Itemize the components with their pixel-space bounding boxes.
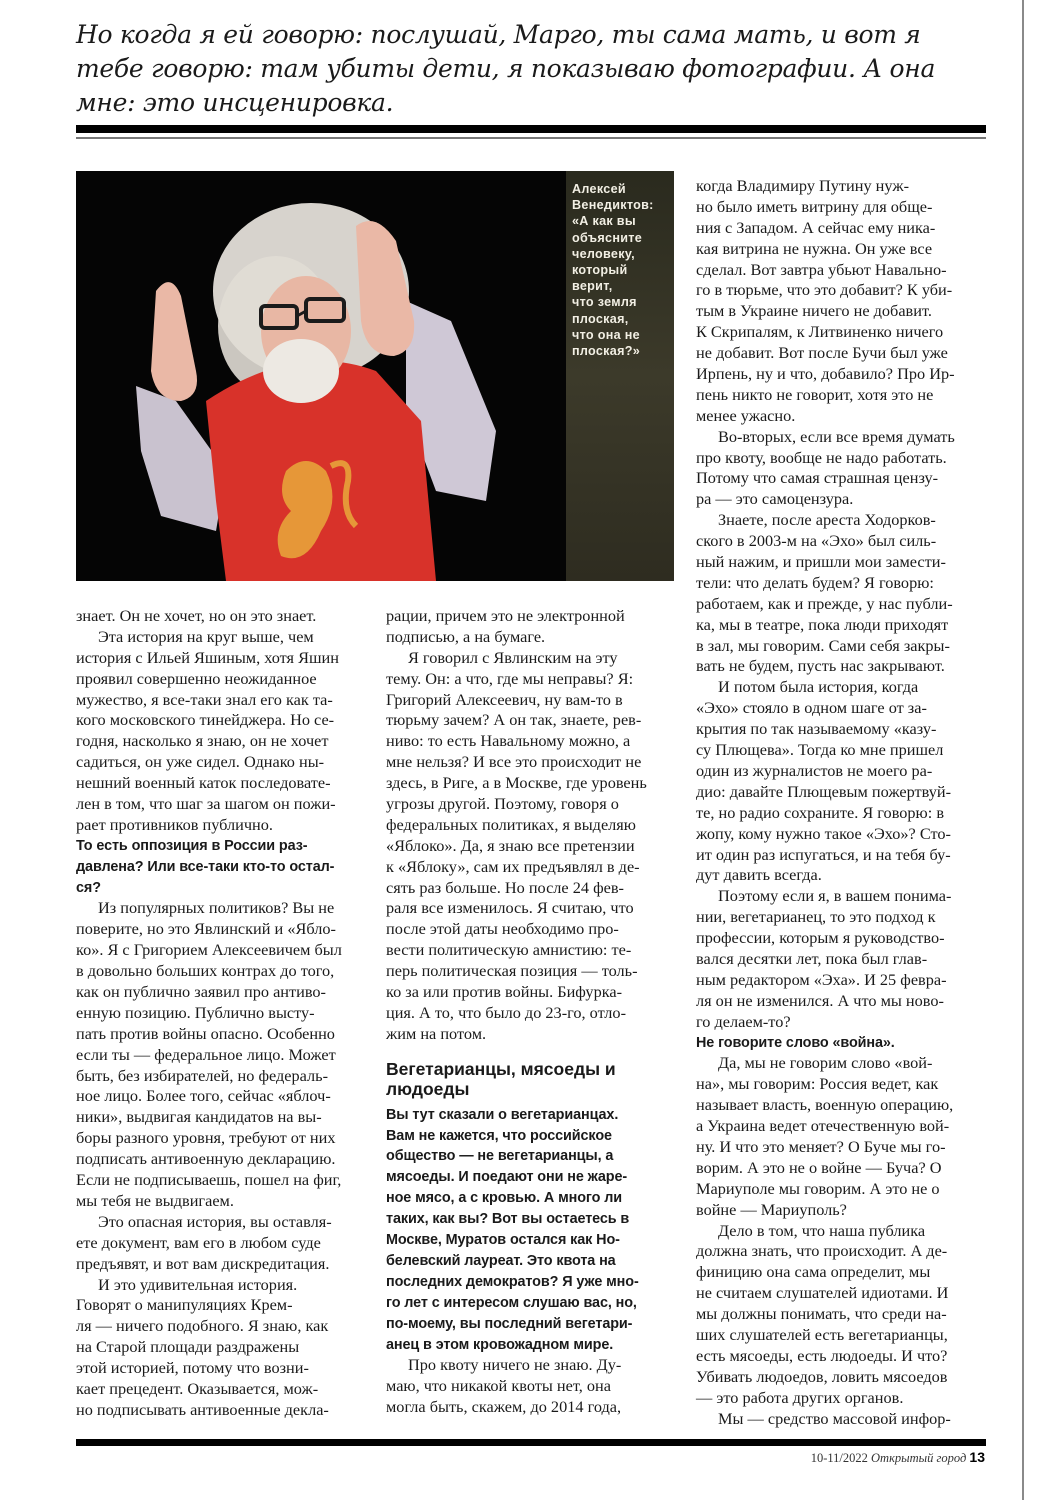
body-text-line: профессии, которым я руководство- [696, 928, 945, 948]
interview-question-line: давлена? Или все-таки кто-то остал- [76, 858, 335, 875]
photo-caption-panel [566, 171, 674, 581]
body-text-line: садиться, он уже сидел. Однако ны- [76, 752, 325, 772]
body-text-line: ит один раз испугаться, и на тебя бу- [696, 844, 951, 864]
caption-line: плоская?» [572, 344, 641, 359]
interview-question-line: Москве, Муратов остался как Но- [386, 1232, 620, 1249]
body-text-line: пень никто не говорит, хотя это не [696, 384, 934, 404]
body-text-line: в зал, мы говорим. Сами себя закры- [696, 635, 950, 655]
body-text-line: ля он не изменился. А что мы ново- [696, 990, 944, 1010]
body-text-line: после этой даты необходимо про- [386, 919, 619, 939]
caption-line: что земля [572, 295, 637, 310]
body-text-line: если ты — федеральное лицо. Может [76, 1044, 336, 1064]
caption-line: человеку, [572, 246, 635, 261]
body-text-line: но было иметь витрину для обще- [696, 196, 933, 216]
body-text-line: ну. И что это меняет? О Буче мы го- [696, 1136, 946, 1156]
body-text-line: Да, мы не говорим слово «вой- [718, 1053, 933, 1073]
body-text-line: дио: давайте Плющевым пожертвуй- [696, 781, 952, 801]
article-column-2 [386, 606, 678, 1418]
body-text-line: к «Яблоку», сам их предъявлял в де- [386, 856, 640, 876]
body-text-line: предъявят, и вот вам дискредитация. [76, 1253, 330, 1273]
body-text-line: подписать антивоенную декларацию. [76, 1149, 336, 1169]
body-text-line: история с Ильей Яшиным, хотя Яшин [76, 647, 339, 667]
body-text-line: Эта история на круг выше, чем [98, 626, 314, 646]
body-text-line: мы должны понимать, что среди на- [696, 1304, 947, 1324]
body-text-line: могла быть, скажем, до 2014 года, [386, 1397, 622, 1417]
page-edge-line [1022, 0, 1024, 1500]
body-text-line: сделал. Вот завтра убьют Навально- [696, 259, 947, 279]
caption-line: который [572, 263, 628, 278]
body-text-line: ко за или против войны. Бифурка- [386, 982, 623, 1002]
body-text-line: Знаете, после ареста Ходорков- [718, 510, 936, 530]
body-text-line: Мариуполе мы говорим. А это не о [696, 1178, 940, 1198]
body-text-line: а Украина ведет отечественную вой- [696, 1116, 950, 1136]
body-text-line: су Плющева». Тогда ко мне пришел [696, 740, 944, 760]
body-text-line: лен в том, что шаг за шагом он пожи- [76, 794, 336, 814]
body-text-line: Потому что самая страшная цензу- [696, 468, 939, 488]
body-text-line: про квоту, вообще не надо работать. [696, 447, 947, 467]
body-text-line: «Эхо» стояло в одном шаге от за- [696, 698, 927, 718]
body-text-line: здесь, в Риге, а в Москве, где уровень [386, 773, 647, 793]
body-text-line: И потом была история, когда [718, 677, 919, 697]
body-text-line: крытия по так называемому «казу- [696, 719, 937, 739]
body-text-line: ное лицо. Более того, сейчас «яблоч- [76, 1086, 331, 1106]
issue-number: 10-11/2022 [810, 1451, 868, 1465]
body-text-line: те, но радио сохраните. Я говорю: в [696, 802, 945, 822]
body-text-line: нии, вегетарианец, то это подход к [696, 907, 936, 927]
body-text-line: Поэтому если я, в вашем понима- [718, 886, 952, 906]
body-text-line: не считаем слушателей идиотами. И [696, 1283, 949, 1303]
body-text-line: ция. А то, что было до 23-го, отло- [386, 1002, 626, 1022]
body-text-line: Во-вторых, если все время думать [718, 426, 955, 446]
header-rule-thin [76, 137, 986, 139]
interview-question-line: Вам не кажется, что российское [386, 1127, 612, 1144]
body-text-line: ского в 2003-м на «Эхо» был силь- [696, 531, 937, 551]
body-text-line: мы тебя не выдвигаем. [76, 1190, 234, 1210]
interview-question-line: го лет с интересом слушаю вас, но, [386, 1294, 637, 1311]
body-text-line: И это удивительная история. [98, 1274, 298, 1294]
body-text-line: не добавит. Вот после Бучи был уже [696, 343, 948, 363]
photo-illustration [76, 171, 566, 581]
body-text-line: на Старой площади раздражены [76, 1337, 300, 1357]
body-text-line: как он публично заявил про антиво- [76, 982, 326, 1002]
interview-question-line: последних демократов? Я уже мно- [386, 1273, 639, 1290]
caption-line: объясните [572, 230, 643, 245]
interview-question-line: Вы тут сказали о вегетарианцах. [386, 1106, 619, 1123]
body-text-line: Мы — средство массовой инфор- [718, 1408, 951, 1428]
body-text-line: вать не будем, пусть нас закрывают. [696, 656, 945, 676]
body-text-line: ра — это самоцензура. [696, 489, 854, 509]
article-column-1 [76, 606, 368, 1421]
photo-caption [572, 181, 672, 359]
body-text-line: го делаем-то? [696, 1011, 791, 1031]
body-text-line: Про квоту ничего не знаю. Ду- [408, 1355, 622, 1375]
body-text-line: тему. Он: а что, где мы неправы? Я: [386, 668, 634, 688]
caption-line: Алексей [572, 182, 626, 196]
body-text-line: боры разного уровня, требуют от них [76, 1128, 336, 1148]
body-text-line: ники», выдвигая кандидатов на вы- [76, 1107, 322, 1127]
body-text-line: ля — ничего подобного. Я знаю, как [76, 1316, 329, 1336]
interview-question-line: таких, как вы? Вот вы остаетесь в [386, 1211, 630, 1228]
magazine-name: Открытый город [871, 1451, 967, 1465]
body-text-line: в довольно больших контрах до того, [76, 961, 335, 981]
body-text-line: пать против войны опасно. Особенно [76, 1023, 335, 1043]
page-footer [811, 1449, 985, 1466]
interview-question-line: ное мясо, а с кровью. А много ли [386, 1190, 622, 1207]
body-text-line: жим на потом. [386, 1023, 487, 1043]
body-text-line: ворим. А это не о войне — Буча? О [696, 1157, 942, 1177]
body-text-line: знает. Он не хочет, но он это знает. [76, 606, 317, 625]
body-text-line: Говорят о манипуляциях Крем- [76, 1295, 293, 1315]
body-text-line: — это работа других органов. [696, 1387, 904, 1407]
body-text-line: кая витрина не нужна. Он уже все [696, 238, 933, 258]
body-text-line: финицию она сама определит, мы [696, 1262, 931, 1282]
body-text-line: на», мы говорим: Россия ведет, как [696, 1074, 939, 1094]
photo-venediktov [76, 171, 674, 581]
body-text-line: Дело в том, что наша публика [718, 1220, 926, 1240]
body-text-line: Григорий Алексеевич, ну вам-то в [386, 689, 623, 709]
interview-question-line: анец в этом кровожадном мире. [386, 1336, 614, 1353]
interview-question-line: белевский лауреат. Это квота на [386, 1252, 616, 1269]
body-text-line: мне нельзя? И все это происходит не [386, 752, 642, 772]
body-text-line: подписью, а на бумаге. [386, 626, 546, 646]
body-text-line: ным редактором «Эха». И 25 февра- [696, 969, 947, 989]
body-text-line: ный нажим, и пришли мои замести- [696, 552, 946, 572]
body-text-line: Это опасная история, вы оставля- [98, 1211, 332, 1231]
body-text-line: этой историей, потому что возни- [76, 1358, 309, 1378]
body-text-line: Из популярных политиков? Вы не [98, 898, 335, 918]
body-text-line: тели: что делать будем? Я говорю: [696, 572, 934, 592]
body-text-line: один из журналистов не моего ра- [696, 760, 933, 780]
body-text-line: Убивать людоедов, ловить мясоедов [696, 1366, 948, 1386]
body-text-line: проявил совершенно неожиданное [76, 668, 317, 688]
body-text-line: рает противников публично. [76, 814, 273, 834]
body-text-line: вался десятки лет, пока был глав- [696, 948, 928, 968]
caption-line: «А как вы [572, 214, 636, 229]
body-text-line: маю, что никакой квоты нет, она [386, 1376, 611, 1396]
body-text-line: сять раз больше. Но после 24 фев- [386, 877, 624, 897]
body-text-line: быть, без избирателей, но федераль- [76, 1065, 329, 1085]
body-text-line: войне — Мариуполь? [696, 1199, 847, 1219]
body-text-line: мужество, я все-таки знал его как та- [76, 689, 333, 709]
page-number: 13 [969, 1449, 985, 1465]
interview-question-line: ся? [76, 879, 101, 896]
subheading-line: людоеды [386, 1078, 470, 1099]
body-text-line: вести политическую амнистию: те- [386, 940, 632, 960]
body-text-line: Если не подписываешь, пошел на фиг, [76, 1170, 342, 1190]
body-text-line: тым в Украине ничего не добавит. [696, 301, 932, 321]
body-text-line: енную позицию. Публично высту- [76, 1002, 315, 1022]
body-text-line: нешний военный каток последовате- [76, 773, 331, 793]
body-text-line: ния с Западом. А сейчас ему ника- [696, 217, 936, 237]
body-text-line: поверите, но это Явлинский и «Ябло- [76, 919, 336, 939]
body-text-line: годня, насколько я знаю, он не хочет [76, 731, 329, 751]
interview-question-line: общество — не вегетарианцы, а [386, 1148, 614, 1165]
body-text-line: должна знать, что происходит. А де- [696, 1241, 948, 1261]
header-rule-thick [76, 125, 986, 133]
subheading-line: Вегетарианцы, мясоеды и [386, 1058, 616, 1079]
photo-beard [263, 339, 339, 403]
body-text-line: кает прецедент. Оказывается, мож- [76, 1378, 319, 1398]
body-text-line: Я говорил с Явлинским на эту [408, 647, 618, 667]
caption-line: верит, [572, 279, 613, 294]
body-text-line: угрозы другой. Поэтому, говоря о [386, 794, 619, 814]
interview-question-line: по-моему, вы последний вегетари- [386, 1315, 633, 1332]
body-text-line: ниво: то есть Навальному можно, а [386, 731, 631, 751]
body-text-line: но подписывать антивоенные декла- [76, 1399, 329, 1419]
caption-line: что она не [572, 327, 640, 342]
body-text-line: «Яблоко». Да, я знаю все претензии [386, 835, 635, 855]
body-text-line: кого московского тинейджера. Но се- [76, 710, 335, 730]
body-text-line: ших слушателей есть вегетарианцы, [696, 1324, 948, 1344]
caption-line: Венедиктов: [572, 198, 654, 213]
body-text-line: есть мясоеды, есть людоеды. И что? [696, 1345, 948, 1365]
section-subheading [386, 1059, 678, 1099]
body-text-line: тюрьму зачем? А он так, знаете, рев- [386, 710, 642, 730]
body-text-line: рации, причем это не электронной [386, 606, 625, 625]
body-text-line: работаем, как и прежде, у нас публи- [696, 593, 953, 613]
body-text-line: менее ужасно. [696, 405, 796, 425]
body-text-line: Ирпень, ну и что, добавило? Про Ир- [696, 364, 955, 384]
article-column-3 [696, 176, 988, 1429]
body-text-line: ете документ, вам его в любом суде [76, 1232, 321, 1252]
body-text-line: когда Владимиру Путину нуж- [696, 176, 909, 195]
body-text-line: называет власть, военную операцию, [696, 1095, 954, 1115]
caption-line: плоская, [572, 311, 629, 326]
body-text-line: жопу, кому нужно такое «Эхо»? Сто- [696, 823, 951, 843]
interview-question-line: мясоеды. И поедают они не жаре- [386, 1169, 628, 1186]
body-text-line: раля все изменилось. Я считаю, что [386, 898, 634, 918]
body-text-line: ка, мы в театре, пока люди приходят [696, 614, 949, 634]
body-text-line: ко». Я с Григорием Алексеевичем был [76, 940, 342, 960]
footer-rule [76, 1439, 986, 1446]
body-text-line: федеральных политиках, я выделяю [386, 814, 636, 834]
interview-question-line: Не говорите слово «война». [696, 1034, 895, 1051]
interview-question-line: То есть оппозиция в России раз- [76, 837, 308, 854]
body-text-line: го в тюрьме, что это добавит? К уби- [696, 280, 953, 300]
body-text-line: К Скрипалям, к Литвиненко ничего [696, 322, 944, 342]
pull-quote: Но когда я ей говорю: послушай, Марго, ты сама мать, и вот я тебе говорю: там убиты дети, я показываю фотографии. А она мне: это инсценировка. [76, 20, 936, 117]
body-text-line: перь политическая позиция — толь- [386, 961, 638, 981]
body-text-line: дут давить всегда. [696, 865, 822, 885]
